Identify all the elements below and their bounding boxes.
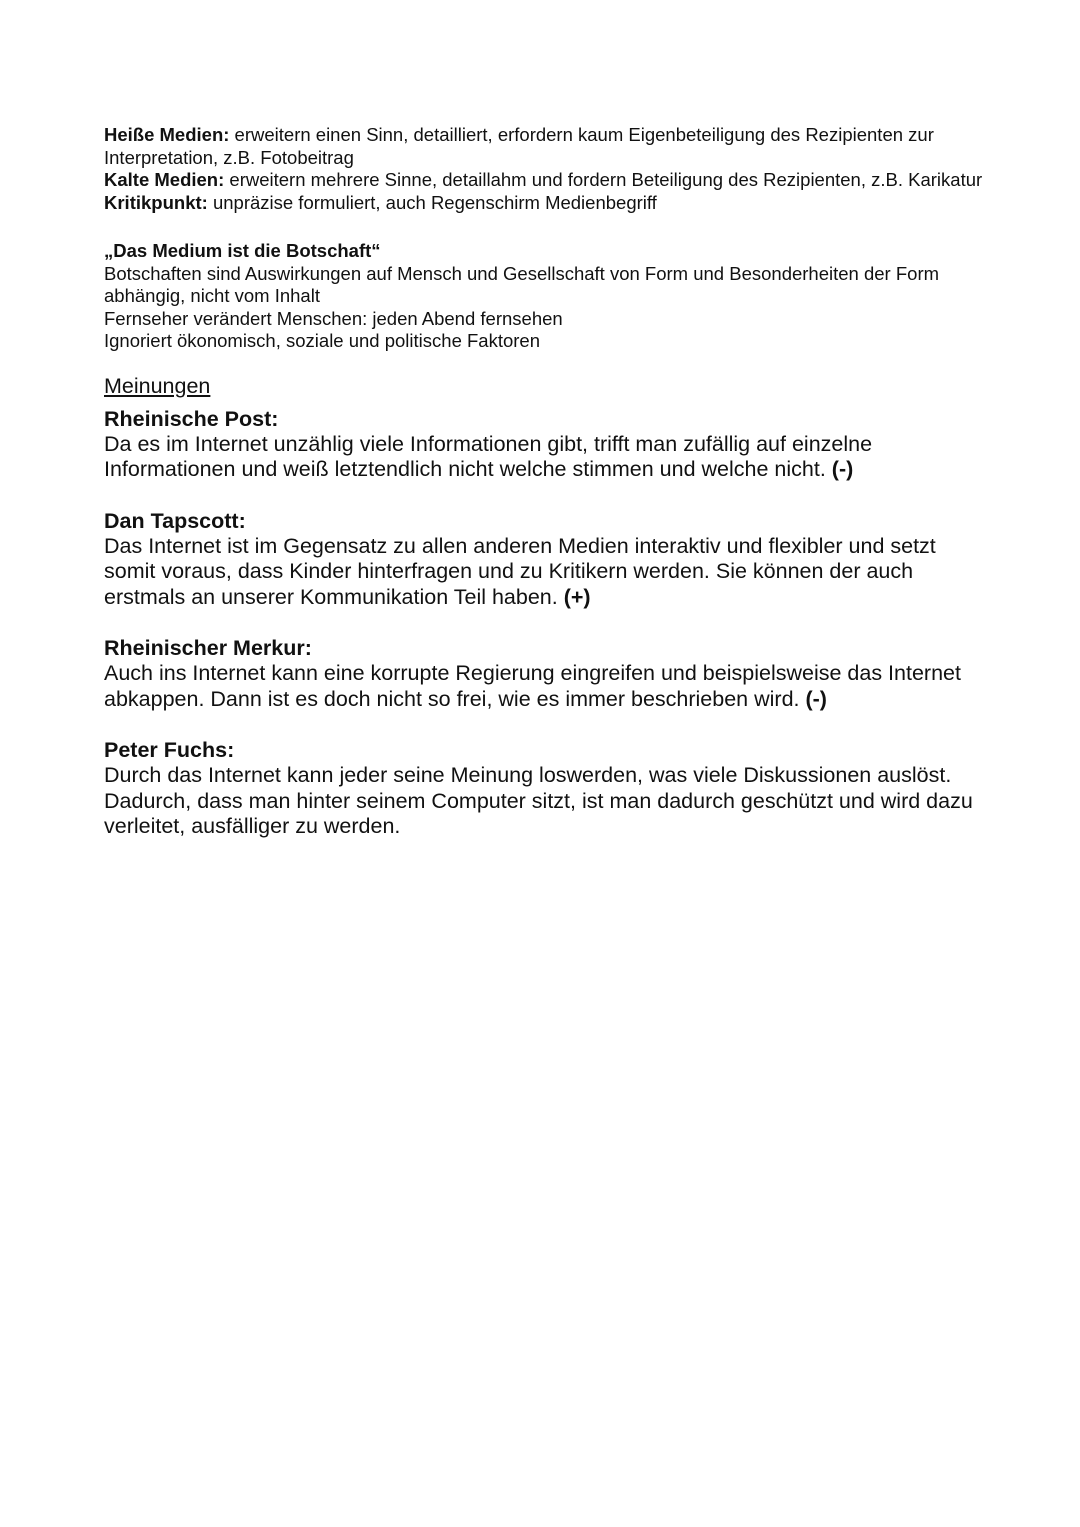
definition-term: Kritikpunkt: [104, 191, 208, 213]
botschaft-title: „Das Medium ist die Botschaft“ [104, 240, 381, 261]
opinion-body: Das Internet ist im Gegensatz zu allen anderen Medien interaktiv und flexibler und setzt somit voraus, dass Kinder hinterfragen und zu Kritikern werden. Sie können der auch erstmals an unserer Kommunikation Teil haben. [104, 533, 936, 609]
opinion-author: Rheinischer Merkur: [104, 636, 312, 660]
definition-term: Kalte Medien: [104, 169, 225, 190]
definition-text: unpräzise formuliert, auch Regenschirm Medienbegriff [207, 191, 657, 213]
opinion-item [104, 635, 984, 712]
opinion-rating: (+) [563, 584, 591, 609]
opinion-item [104, 508, 984, 611]
definition-text: erweitern mehrere Sinne, detaillahm und fordern Beteiligung des Rezipienten, z.B. Karikatur [224, 169, 983, 190]
opinion-rating: (-) [831, 457, 854, 481]
botschaft-line: Ignoriert ökonomisch, soziale und politische Faktoren [104, 330, 541, 351]
opinion-author: Dan Tapscott: [104, 508, 246, 533]
document-page [104, 124, 984, 840]
opinion-text [104, 661, 984, 712]
definition-cold-media [104, 169, 984, 192]
opinion-author: Peter Fuchs: [104, 738, 235, 762]
opinion-text [104, 432, 984, 483]
definition-criticism [104, 192, 984, 215]
opinion-author: Rheinische Post: [104, 406, 279, 431]
opinion-item [104, 737, 984, 840]
opinion-item [104, 406, 984, 483]
botschaft-line: Botschaften sind Auswirkungen auf Mensch und Gesellschaft von Form und Besonderheiten der Form abhängig, nicht vom Inhalt [104, 262, 940, 306]
botschaft-block [104, 240, 984, 353]
meinungen-heading: Meinungen [104, 373, 211, 398]
opinion-text [104, 534, 984, 611]
opinion-body: Durch das Internet kann jeder seine Meinung loswerden, was viele Diskussionen auslöst. Dadurch, dass man hinter seinem Computer sitzt, ist man dadurch geschützt und wird dazu verleitet, ausfälliger zu werden. [104, 763, 973, 838]
opinion-body: Auch ins Internet kann eine korrupte Regierung eingreifen und beispielsweise das Internet abkappen. Dann ist es doch nicht so frei, wie es immer beschrieben wird. [104, 661, 961, 711]
definitions-block [104, 124, 984, 214]
opinion-rating: (-) [805, 686, 827, 711]
botschaft-line: Fernseher verändert Menschen: jeden Abend fernsehen [104, 307, 563, 329]
opinion-body: Da es im Internet unzählig viele Informationen gibt, trifft man zufällig auf einzelne Informationen und weiß letztendlich nicht welche stimmen und welche nicht. [104, 431, 873, 481]
definition-hot-media [104, 124, 984, 169]
definition-text: erweitern einen Sinn, detailliert, erfordern kaum Eigenbeteiligung des Rezipienten zur Interpretation, z.B. Fotobeitrag [104, 124, 934, 168]
opinions-list [104, 406, 984, 840]
opinion-text [104, 763, 984, 840]
definition-term: Heiße Medien: [104, 124, 230, 145]
